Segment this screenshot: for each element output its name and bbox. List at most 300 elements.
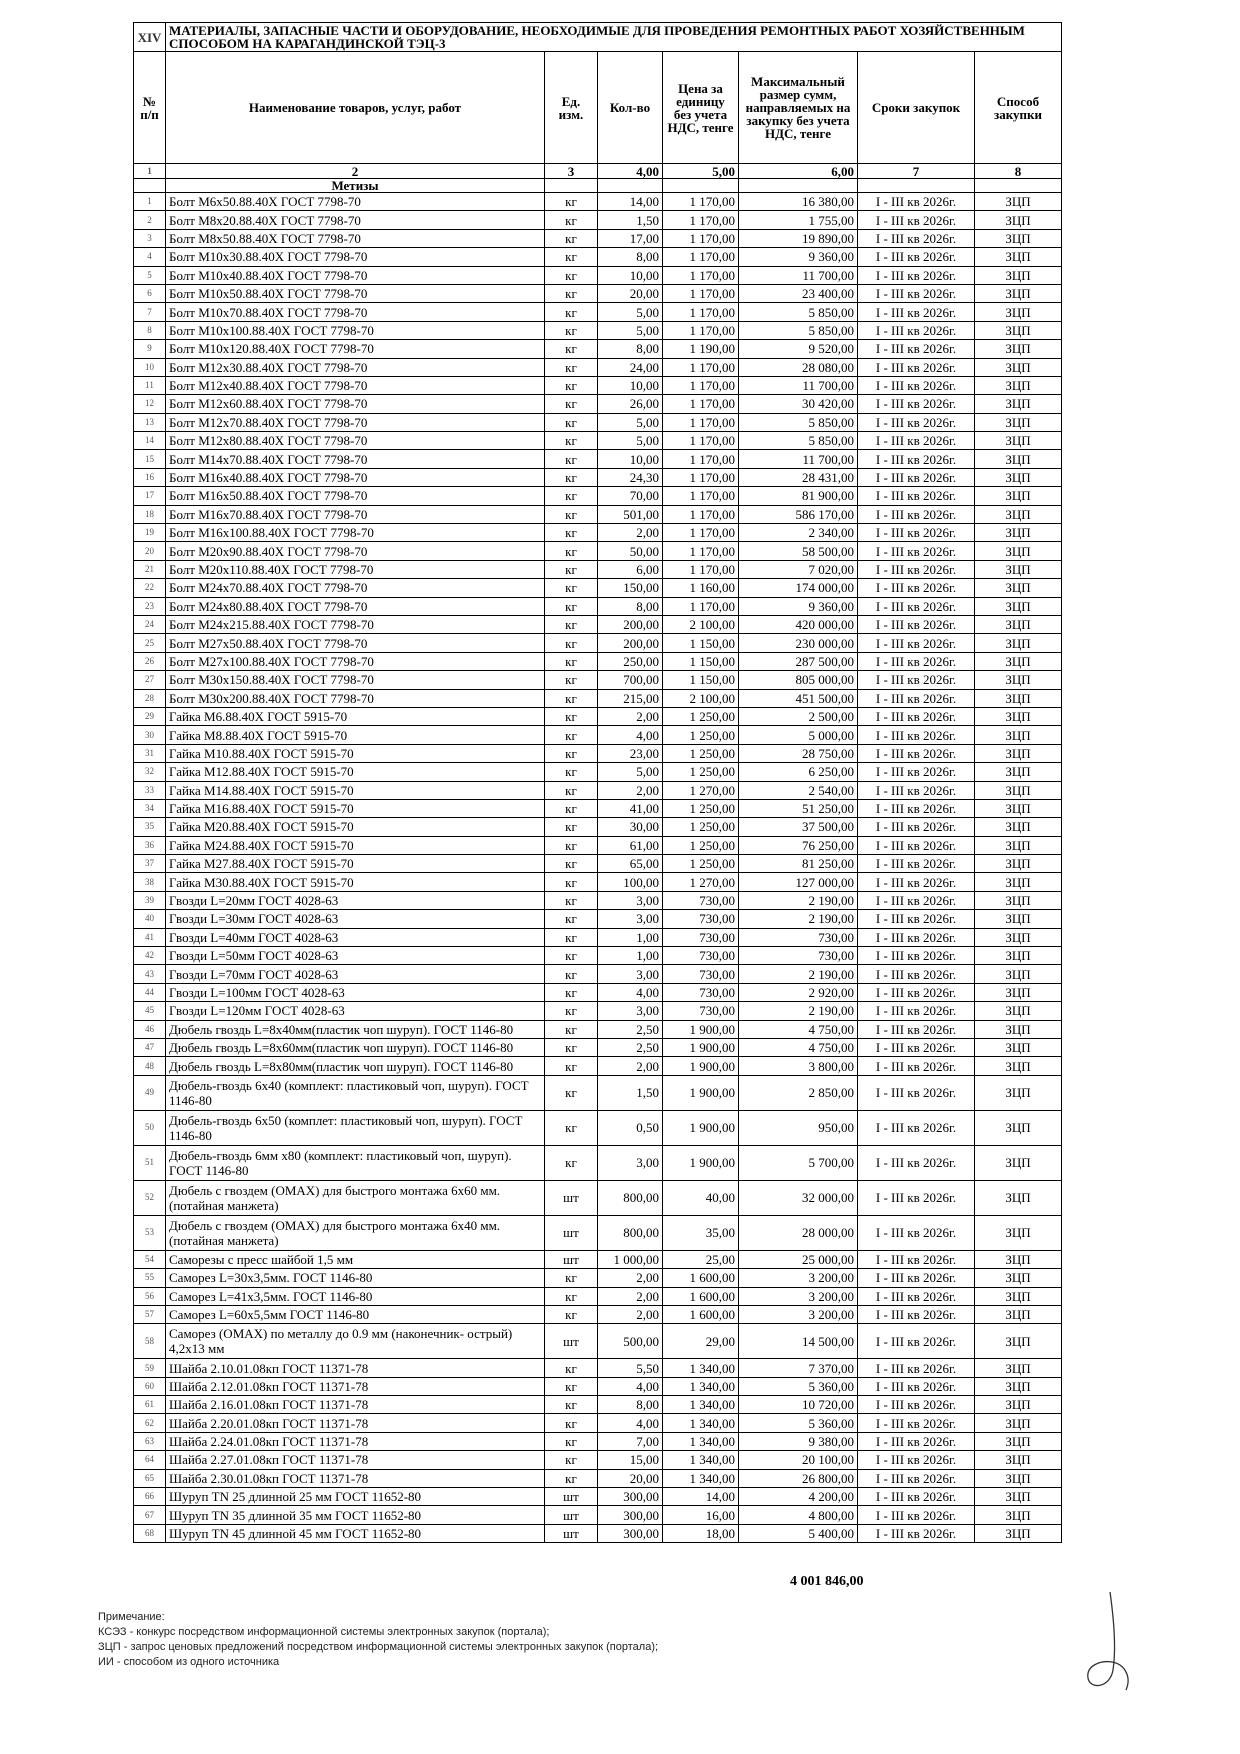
item-sum: 6 250,00 <box>739 763 858 781</box>
item-qty: 2,00 <box>598 1057 663 1075</box>
item-name: Дюбель с гвоздем (OMAX) для быстрого монтажа 6х40 мм. (потайная манжета) <box>166 1215 545 1250</box>
item-unit: кг <box>545 211 598 229</box>
table-row <box>134 450 1062 468</box>
item-method: ЗЦП <box>975 450 1062 468</box>
note-line: ИИ - способом из одного источника <box>98 1656 280 1668</box>
row-number: 16 <box>134 468 166 486</box>
col-header-name: Наименование товаров, услуг, работ <box>166 52 545 164</box>
table-row <box>134 1145 1062 1180</box>
item-price: 1 250,00 <box>663 763 739 781</box>
item-qty: 2,00 <box>598 781 663 799</box>
table-row <box>134 1524 1062 1542</box>
item-method: ЗЦП <box>975 1020 1062 1038</box>
row-number: 38 <box>134 873 166 891</box>
table-row <box>134 1377 1062 1395</box>
row-number: 58 <box>134 1324 166 1359</box>
item-period: I - III кв 2026г. <box>858 910 975 928</box>
item-period: I - III кв 2026г. <box>858 947 975 965</box>
item-qty: 5,00 <box>598 413 663 431</box>
item-sum: 28 431,00 <box>739 468 858 486</box>
item-method: ЗЦП <box>975 763 1062 781</box>
row-number: 42 <box>134 947 166 965</box>
table-row <box>134 983 1062 1001</box>
group-empty-cell <box>858 179 975 193</box>
row-number: 56 <box>134 1287 166 1305</box>
colnum-1: 1 <box>134 164 166 179</box>
colnum-4: 4,00 <box>598 164 663 179</box>
item-name: Гайка М14.88.40Х ГОСТ 5915-70 <box>166 781 545 799</box>
item-unit: кг <box>545 193 598 211</box>
item-name: Болт М10х40.88.40Х ГОСТ 7798-70 <box>166 266 545 284</box>
table-row <box>134 781 1062 799</box>
item-price: 1 900,00 <box>663 1145 739 1180</box>
item-sum: 2 500,00 <box>739 707 858 725</box>
row-number: 37 <box>134 855 166 873</box>
item-sum: 28 080,00 <box>739 358 858 376</box>
item-name: Болт М16х50.88.40Х ГОСТ 7798-70 <box>166 487 545 505</box>
item-unit: кг <box>545 413 598 431</box>
item-method: ЗЦП <box>975 615 1062 633</box>
item-price: 1 170,00 <box>663 193 739 211</box>
row-number: 25 <box>134 634 166 652</box>
item-price: 730,00 <box>663 983 739 1001</box>
item-price: 1 900,00 <box>663 1075 739 1110</box>
colnum-3: 3 <box>545 164 598 179</box>
col-header-unit: Ед. изм. <box>545 52 598 164</box>
row-number: 26 <box>134 652 166 670</box>
item-name: Саморез L=30х3,5мм. ГОСТ 1146-80 <box>166 1269 545 1287</box>
row-number: 47 <box>134 1038 166 1056</box>
item-name: Дюбель-гвоздь 6мм х80 (комплект: пластиковый чоп, шуруп). ГОСТ 1146-80 <box>166 1145 545 1180</box>
row-number: 5 <box>134 266 166 284</box>
item-period: I - III кв 2026г. <box>858 597 975 615</box>
row-number: 27 <box>134 671 166 689</box>
item-qty: 215,00 <box>598 689 663 707</box>
item-qty: 2,00 <box>598 707 663 725</box>
item-method: ЗЦП <box>975 910 1062 928</box>
row-number: 65 <box>134 1469 166 1487</box>
item-period: I - III кв 2026г. <box>858 1305 975 1323</box>
item-sum: 9 380,00 <box>739 1432 858 1450</box>
table-row <box>134 1305 1062 1323</box>
item-method: ЗЦП <box>975 1057 1062 1075</box>
item-period: I - III кв 2026г. <box>858 689 975 707</box>
item-period: I - III кв 2026г. <box>858 707 975 725</box>
item-period: I - III кв 2026г. <box>858 1180 975 1215</box>
row-number: 67 <box>134 1506 166 1524</box>
row-number: 32 <box>134 763 166 781</box>
colnum-2: 2 <box>166 164 545 179</box>
item-qty: 2,00 <box>598 1305 663 1323</box>
item-method: ЗЦП <box>975 1488 1062 1506</box>
row-number: 54 <box>134 1250 166 1268</box>
item-unit: кг <box>545 266 598 284</box>
item-period: I - III кв 2026г. <box>858 671 975 689</box>
row-number: 48 <box>134 1057 166 1075</box>
item-price: 1 340,00 <box>663 1432 739 1450</box>
colnum-5: 5,00 <box>663 164 739 179</box>
row-number: 55 <box>134 1269 166 1287</box>
item-name: Гайка М10.88.40Х ГОСТ 5915-70 <box>166 744 545 762</box>
item-price: 1 150,00 <box>663 652 739 670</box>
item-sum: 2 920,00 <box>739 983 858 1001</box>
item-unit: кг <box>545 855 598 873</box>
item-unit: шт <box>545 1324 598 1359</box>
item-name: Гайка М30.88.40Х ГОСТ 5915-70 <box>166 873 545 891</box>
item-qty: 26,00 <box>598 395 663 413</box>
item-unit: кг <box>545 781 598 799</box>
item-period: I - III кв 2026г. <box>858 652 975 670</box>
item-name: Дюбель-гвоздь 6х40 (комплект: пластиковый чоп, шуруп). ГОСТ 1146-80 <box>166 1075 545 1110</box>
item-sum: 51 250,00 <box>739 799 858 817</box>
item-sum: 23 400,00 <box>739 284 858 302</box>
table-row <box>134 432 1062 450</box>
row-number: 21 <box>134 560 166 578</box>
item-method: ЗЦП <box>975 560 1062 578</box>
table-row <box>134 1075 1062 1110</box>
item-sum: 5 850,00 <box>739 303 858 321</box>
item-period: I - III кв 2026г. <box>858 1396 975 1414</box>
item-price: 1 170,00 <box>663 468 739 486</box>
item-period: I - III кв 2026г. <box>858 965 975 983</box>
item-sum: 5 850,00 <box>739 432 858 450</box>
table-row <box>134 1359 1062 1377</box>
item-period: I - III кв 2026г. <box>858 891 975 909</box>
row-number: 22 <box>134 579 166 597</box>
item-price: 1 250,00 <box>663 707 739 725</box>
table-row <box>134 229 1062 247</box>
table-row <box>134 211 1062 229</box>
table-row <box>134 947 1062 965</box>
item-price: 1 250,00 <box>663 836 739 854</box>
item-price: 730,00 <box>663 928 739 946</box>
table-row <box>134 487 1062 505</box>
row-number: 57 <box>134 1305 166 1323</box>
item-period: I - III кв 2026г. <box>858 1506 975 1524</box>
table-row <box>134 726 1062 744</box>
row-number: 11 <box>134 376 166 394</box>
item-name: Гвозди L=120мм ГОСТ 4028-63 <box>166 1002 545 1020</box>
row-number: 7 <box>134 303 166 321</box>
item-period: I - III кв 2026г. <box>858 450 975 468</box>
item-sum: 9 520,00 <box>739 340 858 358</box>
row-number: 29 <box>134 707 166 725</box>
item-sum: 4 750,00 <box>739 1020 858 1038</box>
item-qty: 800,00 <box>598 1180 663 1215</box>
item-name: Шайба 2.30.01.08кп ГОСТ 11371-78 <box>166 1469 545 1487</box>
row-number: 40 <box>134 910 166 928</box>
table-row <box>134 1287 1062 1305</box>
table-row <box>134 615 1062 633</box>
item-period: I - III кв 2026г. <box>858 855 975 873</box>
item-price: 1 170,00 <box>663 358 739 376</box>
item-qty: 1,50 <box>598 211 663 229</box>
item-unit: кг <box>545 910 598 928</box>
item-unit: кг <box>545 1269 598 1287</box>
item-unit: шт <box>545 1250 598 1268</box>
table-row <box>134 1250 1062 1268</box>
row-number: 4 <box>134 248 166 266</box>
item-name: Болт М30х150.88.40Х ГОСТ 7798-70 <box>166 671 545 689</box>
item-price: 730,00 <box>663 891 739 909</box>
item-price: 1 900,00 <box>663 1110 739 1145</box>
item-period: I - III кв 2026г. <box>858 836 975 854</box>
group-row <box>134 179 1062 193</box>
col-header-price: Цена за единицу без учета НДС, тенге <box>663 52 739 164</box>
item-period: I - III кв 2026г. <box>858 744 975 762</box>
item-sum: 76 250,00 <box>739 836 858 854</box>
item-period: I - III кв 2026г. <box>858 1038 975 1056</box>
item-qty: 3,00 <box>598 1002 663 1020</box>
item-period: I - III кв 2026г. <box>858 229 975 247</box>
item-qty: 300,00 <box>598 1506 663 1524</box>
item-price: 1 170,00 <box>663 505 739 523</box>
item-sum: 20 100,00 <box>739 1451 858 1469</box>
item-period: I - III кв 2026г. <box>858 1250 975 1268</box>
item-method: ЗЦП <box>975 1145 1062 1180</box>
item-qty: 10,00 <box>598 266 663 284</box>
item-price: 1 170,00 <box>663 395 739 413</box>
item-period: I - III кв 2026г. <box>858 248 975 266</box>
item-method: ЗЦП <box>975 1269 1062 1287</box>
table-row <box>134 1002 1062 1020</box>
item-price: 1 170,00 <box>663 542 739 560</box>
item-price: 1 270,00 <box>663 781 739 799</box>
item-name: Болт М8х50.88.40Х ГОСТ 7798-70 <box>166 229 545 247</box>
item-period: I - III кв 2026г. <box>858 193 975 211</box>
item-method: ЗЦП <box>975 1287 1062 1305</box>
item-unit: кг <box>545 1287 598 1305</box>
item-qty: 30,00 <box>598 818 663 836</box>
item-method: ЗЦП <box>975 965 1062 983</box>
item-unit: кг <box>545 248 598 266</box>
item-unit: кг <box>545 229 598 247</box>
item-qty: 1,50 <box>598 1075 663 1110</box>
item-unit: кг <box>545 321 598 339</box>
row-number: 68 <box>134 1524 166 1542</box>
item-price: 1 170,00 <box>663 284 739 302</box>
item-unit: кг <box>545 1469 598 1487</box>
item-name: Шуруп TN 35 длинной 35 мм ГОСТ 11652-80 <box>166 1506 545 1524</box>
item-unit: шт <box>545 1506 598 1524</box>
item-price: 16,00 <box>663 1506 739 1524</box>
row-number: 46 <box>134 1020 166 1038</box>
item-price: 1 250,00 <box>663 818 739 836</box>
item-method: ЗЦП <box>975 891 1062 909</box>
item-price: 1 170,00 <box>663 266 739 284</box>
note-line: ЗЦП - запрос ценовых предложений посредством информационной системы электронных закупок (портала); <box>98 1641 659 1653</box>
row-number: 6 <box>134 284 166 302</box>
row-number: 52 <box>134 1180 166 1215</box>
item-period: I - III кв 2026г. <box>858 1269 975 1287</box>
table-row <box>134 248 1062 266</box>
item-unit: кг <box>545 395 598 413</box>
item-name: Болт М12х80.88.40Х ГОСТ 7798-70 <box>166 432 545 450</box>
group-title: Метизы <box>166 179 545 193</box>
item-price: 1 600,00 <box>663 1305 739 1323</box>
item-qty: 8,00 <box>598 248 663 266</box>
item-price: 1 900,00 <box>663 1057 739 1075</box>
item-unit: кг <box>545 1110 598 1145</box>
item-price: 1 150,00 <box>663 634 739 652</box>
item-price: 1 340,00 <box>663 1396 739 1414</box>
row-number: 35 <box>134 818 166 836</box>
table-row <box>134 763 1062 781</box>
item-method: ЗЦП <box>975 1451 1062 1469</box>
item-period: I - III кв 2026г. <box>858 799 975 817</box>
item-qty: 8,00 <box>598 1396 663 1414</box>
item-method: ЗЦП <box>975 303 1062 321</box>
item-period: I - III кв 2026г. <box>858 1145 975 1180</box>
item-period: I - III кв 2026г. <box>858 413 975 431</box>
row-number: 12 <box>134 395 166 413</box>
item-name: Гайка М27.88.40Х ГОСТ 5915-70 <box>166 855 545 873</box>
table-row <box>134 744 1062 762</box>
item-sum: 5 360,00 <box>739 1377 858 1395</box>
row-number: 44 <box>134 983 166 1001</box>
row-number: 50 <box>134 1110 166 1145</box>
item-price: 1 340,00 <box>663 1359 739 1377</box>
item-sum: 11 700,00 <box>739 450 858 468</box>
item-sum: 9 360,00 <box>739 248 858 266</box>
procurement-sheet <box>133 22 1061 1543</box>
item-sum: 3 200,00 <box>739 1269 858 1287</box>
row-number: 43 <box>134 965 166 983</box>
item-unit: кг <box>545 1145 598 1180</box>
table-row <box>134 193 1062 211</box>
item-price: 1 340,00 <box>663 1414 739 1432</box>
item-period: I - III кв 2026г. <box>858 1215 975 1250</box>
item-price: 1 250,00 <box>663 744 739 762</box>
table-row <box>134 1180 1062 1215</box>
item-period: I - III кв 2026г. <box>858 763 975 781</box>
table-row <box>134 597 1062 615</box>
table-row <box>134 413 1062 431</box>
item-price: 1 170,00 <box>663 321 739 339</box>
item-unit: кг <box>545 579 598 597</box>
item-sum: 28 000,00 <box>739 1215 858 1250</box>
table-row <box>134 689 1062 707</box>
notes-block <box>98 1610 658 1670</box>
item-qty: 10,00 <box>598 450 663 468</box>
item-price: 1 170,00 <box>663 376 739 394</box>
item-method: ЗЦП <box>975 634 1062 652</box>
colnum-8: 8 <box>975 164 1062 179</box>
row-number: 28 <box>134 689 166 707</box>
item-method: ЗЦП <box>975 873 1062 891</box>
item-unit: шт <box>545 1215 598 1250</box>
row-number: 9 <box>134 340 166 358</box>
item-qty: 3,00 <box>598 1145 663 1180</box>
item-unit: кг <box>545 965 598 983</box>
item-sum: 451 500,00 <box>739 689 858 707</box>
table-row <box>134 542 1062 560</box>
item-unit: кг <box>545 671 598 689</box>
item-period: I - III кв 2026г. <box>858 395 975 413</box>
item-price: 730,00 <box>663 965 739 983</box>
table-row <box>134 376 1062 394</box>
item-unit: кг <box>545 284 598 302</box>
row-number: 18 <box>134 505 166 523</box>
item-sum: 9 360,00 <box>739 597 858 615</box>
item-price: 1 340,00 <box>663 1377 739 1395</box>
item-sum: 5 400,00 <box>739 1524 858 1542</box>
item-method: ЗЦП <box>975 1110 1062 1145</box>
item-unit: кг <box>545 432 598 450</box>
item-sum: 7 370,00 <box>739 1359 858 1377</box>
item-name: Гвозди L=100мм ГОСТ 4028-63 <box>166 983 545 1001</box>
row-number: 30 <box>134 726 166 744</box>
item-name: Болт М30х200.88.40Х ГОСТ 7798-70 <box>166 689 545 707</box>
item-sum: 14 500,00 <box>739 1324 858 1359</box>
item-price: 1 170,00 <box>663 597 739 615</box>
item-qty: 5,00 <box>598 321 663 339</box>
row-number: 49 <box>134 1075 166 1110</box>
item-name: Гвозди L=30мм ГОСТ 4028-63 <box>166 910 545 928</box>
item-name: Гайка М20.88.40Х ГОСТ 5915-70 <box>166 818 545 836</box>
table-row <box>134 799 1062 817</box>
item-period: I - III кв 2026г. <box>858 1432 975 1450</box>
item-name: Дюбель с гвоздем (OMAX) для быстрого монтажа 6х60 мм. (потайная манжета) <box>166 1180 545 1215</box>
col-header-num: № п/п <box>134 52 166 164</box>
item-name: Болт М14х70.88.40Х ГОСТ 7798-70 <box>166 450 545 468</box>
item-qty: 24,30 <box>598 468 663 486</box>
item-name: Гайка М24.88.40Х ГОСТ 5915-70 <box>166 836 545 854</box>
item-price: 1 170,00 <box>663 303 739 321</box>
item-name: Болт М10х30.88.40Х ГОСТ 7798-70 <box>166 248 545 266</box>
item-unit: кг <box>545 818 598 836</box>
item-method: ЗЦП <box>975 211 1062 229</box>
item-price: 1 170,00 <box>663 432 739 450</box>
item-sum: 5 360,00 <box>739 1414 858 1432</box>
item-qty: 2,50 <box>598 1038 663 1056</box>
item-period: I - III кв 2026г. <box>858 487 975 505</box>
item-sum: 2 190,00 <box>739 891 858 909</box>
item-name: Саморезы с пресс шайбой 1,5 мм <box>166 1250 545 1268</box>
item-name: Шуруп TN 25 длинной 25 мм ГОСТ 11652-80 <box>166 1488 545 1506</box>
item-period: I - III кв 2026г. <box>858 726 975 744</box>
item-method: ЗЦП <box>975 1250 1062 1268</box>
table-row <box>134 321 1062 339</box>
table-row <box>134 910 1062 928</box>
item-unit: кг <box>545 652 598 670</box>
item-qty: 4,00 <box>598 1414 663 1432</box>
item-period: I - III кв 2026г. <box>858 579 975 597</box>
item-price: 730,00 <box>663 1002 739 1020</box>
item-qty: 501,00 <box>598 505 663 523</box>
item-name: Гайка М6.88.40Х ГОСТ 5915-70 <box>166 707 545 725</box>
item-sum: 32 000,00 <box>739 1180 858 1215</box>
table-row <box>134 284 1062 302</box>
item-qty: 17,00 <box>598 229 663 247</box>
item-qty: 500,00 <box>598 1324 663 1359</box>
item-period: I - III кв 2026г. <box>858 266 975 284</box>
table-row <box>134 671 1062 689</box>
item-sum: 30 420,00 <box>739 395 858 413</box>
item-period: I - III кв 2026г. <box>858 560 975 578</box>
group-empty-cell <box>739 179 858 193</box>
item-name: Болт М16х40.88.40Х ГОСТ 7798-70 <box>166 468 545 486</box>
item-period: I - III кв 2026г. <box>858 432 975 450</box>
grand-total: 4 001 846,00 <box>790 1574 864 1589</box>
item-unit: кг <box>545 891 598 909</box>
item-method: ЗЦП <box>975 597 1062 615</box>
item-qty: 800,00 <box>598 1215 663 1250</box>
table-row <box>134 1414 1062 1432</box>
item-sum: 11 700,00 <box>739 376 858 394</box>
item-name: Болт М10х120.88.40Х ГОСТ 7798-70 <box>166 340 545 358</box>
item-sum: 287 500,00 <box>739 652 858 670</box>
